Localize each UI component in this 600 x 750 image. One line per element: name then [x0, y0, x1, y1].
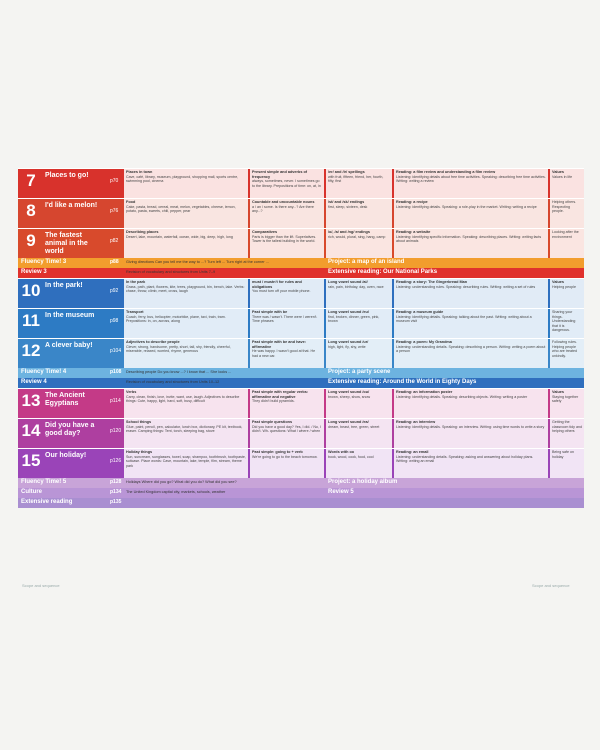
cell-heading: Reading: an interview	[396, 420, 436, 424]
unit-row	[18, 418, 584, 448]
cell-heading: Present simple and adverbs of frequency	[252, 170, 308, 179]
unit-title: In the park!	[45, 282, 83, 289]
cell-heading: Past simple: going to + verb	[252, 450, 303, 454]
cell-body: You must turn off your mobile phone.	[252, 289, 311, 293]
cell-body: Helping others. Respecting people.	[552, 200, 577, 213]
section-bar	[18, 268, 584, 278]
unit-column-cell	[124, 199, 248, 228]
cell-heading: Countable and uncountable nouns	[252, 200, 315, 204]
section-bar	[18, 478, 584, 488]
cell-heading: Long vowel sound /ea/	[328, 420, 369, 424]
section-bar	[18, 488, 584, 498]
unit-column-cell	[250, 389, 324, 418]
unit-column-cell	[550, 339, 584, 368]
cell-body: Getting the classroom tidy and helping others	[552, 420, 582, 433]
cell-body: Listening: understanding rules. Speaking: describing rules. Writing: writing a set of rules	[396, 284, 536, 289]
bar-right-label: Project: a map of an island	[328, 259, 405, 265]
unit-row	[18, 448, 584, 478]
cell-body: high, light, fly, shy, write	[328, 344, 366, 349]
cell-body: They didn't build pyramids.	[252, 399, 295, 403]
cell-heading: Reading: a film review and understanding a film review	[396, 170, 496, 174]
section-bar	[18, 258, 584, 268]
cell-body: Staying together safely	[552, 394, 579, 403]
unit-page: p98	[110, 318, 119, 324]
cell-body: Being safe on holiday	[552, 450, 574, 459]
unit-title: I'd like a melon!	[45, 202, 98, 209]
unit-column-cell	[250, 229, 324, 258]
cell-body: rich, would, plural, sing, hang, camp	[328, 234, 386, 239]
bar-right-label: Project: a party scene	[328, 369, 391, 375]
bar-label: Culture	[21, 489, 42, 495]
unit-column-cell	[124, 449, 248, 478]
unit-title: A clever baby!	[45, 342, 93, 349]
cell-heading: Holiday things	[126, 450, 153, 454]
cell-body: Listening: understanding details. Speaking: describing a person. Writing: writing a poem about a person	[396, 344, 546, 353]
scope-and-sequence-page	[18, 168, 584, 508]
bar-label: Extensive reading	[21, 499, 73, 505]
unit-title: Places to go!	[45, 172, 89, 179]
bar-text: Revision of vocabulary and structures from Units 10–12	[126, 380, 220, 384]
cell-body: Clever, strong, handsome, pretty, short, tall, shy, friendly, cheerful, miserable, relaxed, worried, rhyme, generous	[126, 344, 231, 353]
unit-column-cell	[250, 199, 324, 228]
unit-column-cell	[124, 229, 248, 258]
unit-column-cell	[326, 199, 392, 228]
unit-column-cell	[550, 229, 584, 258]
section-bar	[18, 368, 584, 378]
bar-text: Revision of vocabulary and structures from Units 7–9	[126, 270, 216, 274]
bar-text: Describing people Do you know ...? I know that ... She looks ...	[126, 370, 232, 374]
unit-column-cell	[326, 309, 392, 338]
cell-body: Grass, path, plant, flowers, kite, trees, playground, bin, bench, lake. Verbs: chase, throw, climb, meet, cross, laugh	[126, 284, 245, 293]
unit-column-cell	[326, 279, 392, 308]
unit-row	[18, 388, 584, 418]
cell-body: Sharing your things. Understanding that it is dangerous.	[552, 310, 576, 332]
cell-heading: School things	[126, 420, 152, 424]
bar-label: Review 4	[21, 379, 47, 385]
unit-page: p104	[110, 348, 122, 354]
bar-right-label: Extensive reading: Our National Parks	[328, 269, 438, 275]
unit-number: 14	[21, 421, 41, 440]
unit-column-cell	[326, 449, 392, 478]
bar-page: p134	[110, 489, 122, 495]
unit-column-cell	[124, 279, 248, 308]
cell-heading: Reading: a website	[396, 230, 431, 234]
unit-title: The fastest animal in the world	[45, 232, 88, 255]
bar-page: p108	[110, 369, 122, 375]
bar-text: Holidays Where did you go? What did you do? What did you see?	[126, 480, 237, 484]
unit-column-cell	[250, 419, 324, 448]
unit-column-cell	[326, 169, 392, 198]
cell-body: Values in life	[552, 174, 573, 179]
cell-heading: /st/ and /sk/ endings	[328, 200, 365, 204]
cell-body: first, sleep, sixteen, desk	[328, 204, 368, 209]
cell-heading: Food	[126, 200, 136, 204]
unit-title: Did you have a good day?	[45, 422, 95, 437]
unit-page: p82	[110, 238, 119, 244]
cell-heading: Transport	[126, 310, 144, 314]
footer-right: Scope and sequence	[532, 583, 570, 588]
unit-number: 9	[26, 231, 36, 250]
unit-row	[18, 338, 584, 368]
bar-right-label: Review 5	[328, 489, 354, 495]
unit-row	[18, 278, 584, 308]
cell-body: find, broken, dinner, green, pink, brown	[328, 314, 380, 323]
cell-heading: Adjectives to describe people	[126, 340, 180, 344]
bar-text: Giving directions Can you tell me the way to ...? Turn left ... Turn right at the corner ...	[126, 260, 269, 264]
cell-body: Paris is bigger than the lift. Superlatives. Tower is the tallest building in the world.	[252, 234, 317, 243]
cell-body: Listening: understanding details. Speaking: asking and answering about holiday plans. Writing: writing an email	[396, 454, 534, 463]
unit-title: In the museum	[45, 312, 95, 319]
unit-column-cell	[250, 279, 324, 308]
unit-column-cell	[326, 389, 392, 418]
unit-number: 15	[21, 451, 41, 470]
cell-body: Helping people	[552, 284, 576, 289]
cell-heading: Reading: a museum guide	[396, 310, 444, 314]
unit-column-cell	[394, 309, 548, 338]
cell-body: Listening: identifying details. Speaking: an interview. Writing: using time words to write a story	[396, 424, 545, 429]
unit-column-cell	[550, 309, 584, 338]
cell-heading: Past simple questions	[252, 420, 293, 424]
cell-body: Looking after the environment	[552, 230, 579, 239]
unit-column-cell	[394, 279, 548, 308]
unit-column-cell	[550, 419, 584, 448]
section-bar	[18, 498, 584, 508]
cell-body: always, sometimes, never. I sometimes go to the library. Prepositions of time: on, at, in	[252, 179, 321, 188]
cell-body: We're going to go to the beach tomorrow.	[252, 454, 318, 459]
cell-body: Coach, ferry, bus, helicopter, motorbike, plane, taxi, train, tram. Prepositions: in, on, across, along	[126, 314, 226, 323]
unit-column-cell	[394, 339, 548, 368]
cell-heading: Long vowel sound /ai/	[328, 280, 368, 284]
unit-number: 13	[21, 391, 41, 410]
cell-heading: Values	[552, 390, 565, 394]
unit-column-cell	[326, 419, 392, 448]
cell-heading: In the park	[126, 280, 146, 284]
cell-body: There was / wasn't. There were / weren't. Time phrases	[252, 314, 318, 323]
unit-column-cell	[394, 449, 548, 478]
unit-column-cell	[124, 339, 248, 368]
unit-column-cell	[394, 199, 548, 228]
cell-body: brown, sheep, show, snow	[328, 394, 371, 399]
unit-column-cell	[394, 389, 548, 418]
unit-column-cell	[124, 309, 248, 338]
cell-heading: Verbs	[126, 390, 137, 394]
unit-column-cell	[250, 339, 324, 368]
cell-heading: Places in town	[126, 170, 153, 174]
cell-body: Listening: identifying details. Speaking: talking about the past. Writing: writing about a museum visit	[396, 314, 532, 323]
cell-body: rain, pain, birthday, day, oven, race	[328, 284, 384, 289]
cell-heading: Long vowel sound /ou/	[328, 390, 370, 394]
cell-heading: Describing places	[126, 230, 159, 234]
unit-page: p114	[110, 398, 121, 404]
cell-heading: Values	[552, 280, 565, 284]
cell-heading: Values	[552, 170, 565, 174]
unit-column-cell	[394, 229, 548, 258]
cell-heading: Comparatives	[252, 230, 278, 234]
unit-page: p70	[110, 178, 119, 184]
cell-heading: Words with oo	[328, 450, 355, 454]
unit-page: p126	[110, 458, 122, 464]
unit-column-cell	[550, 389, 584, 418]
unit-number: 11	[22, 311, 40, 330]
cell-heading: /er/ and /ir/ spellings	[328, 170, 365, 174]
cell-heading: Long vowel sound /eu/	[328, 310, 369, 314]
cell-heading: Past simple with be	[252, 310, 288, 314]
bar-label: Review 3	[21, 269, 47, 275]
cell-body: Listening: identifying details. Speaking: describing objects. Writing: writing a poster	[396, 394, 528, 399]
unit-column-cell	[326, 229, 392, 258]
cell-heading: Past simple with be and have: affirmative	[252, 340, 307, 349]
unit-number: 12	[21, 341, 41, 360]
section-bar	[18, 378, 584, 388]
cell-body: Cave, café, library, museum, playground, shopping mall, sports centre, swimming pool, cinema	[126, 174, 239, 183]
unit-row	[18, 228, 584, 258]
unit-column-cell	[250, 449, 324, 478]
cell-body: Following rules. Helping people who are treated unkindly.	[552, 340, 577, 358]
bar-label: Fluency Time! 5	[21, 479, 67, 485]
unit-column-cell	[250, 309, 324, 338]
cell-heading: Reading: a recipe	[396, 200, 428, 204]
cell-body: He was happy. I wasn't good at that. He had a new car.	[252, 349, 316, 358]
cell-heading: Past simple with regular verbs: affirmative and negative	[252, 390, 309, 399]
cell-heading: must / mustn't for rules and obligations	[252, 280, 302, 289]
unit-column-cell	[326, 339, 392, 368]
cell-body: Glue, paint, pencil, pen, calculator, lunch box, dictionary, PE kit, textbook, eraser. Camping things: Tent, torch, sleeping bag, stove	[126, 424, 243, 433]
cell-heading: Long vowel sound /ur/	[328, 340, 369, 344]
bar-label: Fluency Time! 3	[21, 259, 67, 265]
unit-page: p92	[110, 288, 119, 294]
unit-column-cell	[124, 169, 248, 198]
cell-body: Carry, clean, finish, love, invite, want, use, laugh. Adjectives to describe things: Cute, happy, light, hard, soft, busy, difficult	[126, 394, 240, 403]
cell-heading: Reading: a poem: My Grandma	[396, 340, 452, 344]
unit-column-cell	[550, 449, 584, 478]
cell-body: dream, beast, tree, green, street	[328, 424, 380, 429]
cell-heading: Reading: an information poster	[396, 390, 453, 394]
cell-body: Listening: identifying specific information. Speaking: describing places. Writing: writing facts about animals	[396, 234, 542, 243]
unit-title: The Ancient Egyptians	[45, 392, 85, 407]
unit-row	[18, 168, 584, 198]
bar-page: p135	[110, 499, 122, 505]
bar-right-label: Project: a holiday album	[328, 479, 398, 485]
unit-column-cell	[550, 199, 584, 228]
unit-column-cell	[394, 419, 548, 448]
cell-body: Desert, lake, mountain, waterfall, ocean, wide, big, deep, high, long	[126, 234, 233, 239]
unit-column-cell	[550, 279, 584, 308]
bar-text: The United Kingdom capital city, markets, schools, weather	[126, 490, 226, 494]
cell-body: book, wood, cook, food, cool	[328, 454, 374, 459]
bar-right-label: Extensive reading: Around the World in Eighty Days	[328, 379, 477, 385]
unit-column-cell	[550, 169, 584, 198]
unit-column-cell	[124, 419, 248, 448]
cell-body: Cake, pasta, bread, cereal, meat, melon, vegetables, cheese, lemon, potato, pasta, sweets, chili, pepper, pear	[126, 204, 236, 213]
unit-column-cell	[394, 169, 548, 198]
unit-row	[18, 198, 584, 228]
unit-column-cell	[250, 169, 324, 198]
cell-heading: Reading: a story: The Gingerbread Man	[396, 280, 468, 284]
cell-body: Did you have a good day? Yes, I did. / No, I didn't. Wh- questions: What / where / when	[252, 424, 321, 433]
cell-body: Listening: identifying details about free time activities. Speaking: describing free time activities. Writing: writing a review	[396, 174, 546, 183]
unit-number: 8	[26, 201, 36, 220]
cell-body: a / an / some. Is there any...? Are there any...?	[252, 204, 314, 213]
bar-page: p128	[110, 479, 122, 485]
unit-row	[18, 308, 584, 338]
bar-label: Fluency Time! 4	[21, 369, 67, 375]
cell-body: Listening: identifying details. Speaking: a role-play in the market. Writing: writing a recipe	[396, 204, 537, 209]
cell-body: with fruit, fifteen, friend, her, fourth, fifty, first	[328, 174, 384, 183]
cell-heading: Reading: an email	[396, 450, 429, 454]
unit-title: Our holiday!	[45, 452, 87, 459]
unit-number: 10	[21, 281, 41, 300]
cell-heading: /o/, /a/ and /ng/ endings	[328, 230, 370, 234]
unit-page: p76	[110, 208, 119, 214]
unit-number: 7	[26, 171, 36, 190]
footer-left: Scope and sequence	[22, 583, 60, 588]
unit-column-cell	[124, 389, 248, 418]
bar-page: p88	[110, 259, 119, 265]
cell-body: Sun, suncream, sunglasses, towel, soap, shampoo, toothbrush, toothpaste, suitcase. Place words: Cave, mountain, lake, temple, film, stream, theme park	[126, 454, 246, 468]
unit-page: p120	[110, 428, 122, 434]
